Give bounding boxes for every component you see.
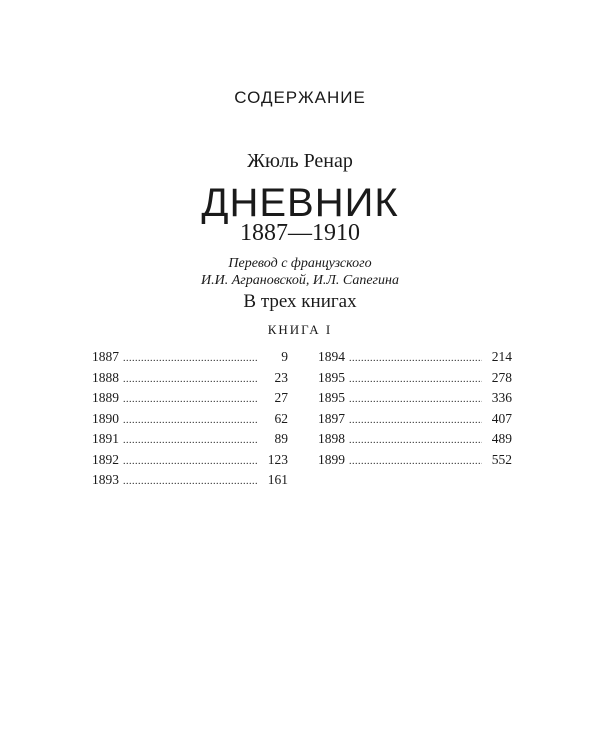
toc-entry xyxy=(318,452,512,473)
toc-leader-dots xyxy=(349,394,482,405)
toc-leader-dots xyxy=(349,456,482,467)
toc-page-number: 27 xyxy=(274,390,288,405)
toc-page-number: 278 xyxy=(491,369,512,385)
toc-page-number: 23 xyxy=(274,369,288,385)
toc-year: 1892 xyxy=(92,451,119,467)
toc-year: 1894 xyxy=(318,349,345,364)
toc-leader-dots xyxy=(123,435,258,446)
translation-line-2: И.И. Аграновской, И.Л. Сапегина xyxy=(201,273,399,288)
toc-page-number: 552 xyxy=(491,451,512,467)
contents-heading: СОДЕРЖАНИЕ xyxy=(234,88,366,107)
toc-entry xyxy=(318,390,512,411)
translation-credit xyxy=(0,255,600,289)
toc-entry xyxy=(92,390,288,411)
toc-leader-dots xyxy=(123,394,258,405)
toc-entry xyxy=(92,411,288,432)
toc-column-right xyxy=(318,349,512,472)
toc-leader-dots xyxy=(349,435,482,446)
toc-page-number: 161 xyxy=(267,472,288,487)
toc-page-number: 336 xyxy=(491,390,512,405)
books-note: В трех книгах xyxy=(243,291,357,312)
toc-entry xyxy=(92,370,288,391)
toc-year: 1895 xyxy=(318,390,345,405)
toc-entry xyxy=(92,472,288,493)
toc-page-number: 489 xyxy=(491,431,512,446)
toc-leader-dots xyxy=(123,415,258,426)
toc-leader-dots xyxy=(123,374,258,385)
toc-entry xyxy=(92,452,288,473)
toc-page-number: 89 xyxy=(274,431,288,446)
toc-page-number: 407 xyxy=(491,410,512,426)
toc-year: 1893 xyxy=(92,472,119,487)
toc-year: 1895 xyxy=(318,369,345,385)
toc-leader-dots xyxy=(349,415,482,426)
author-name: Жюль Ренар xyxy=(247,150,353,172)
toc-year: 1888 xyxy=(92,369,119,385)
toc-leader-dots xyxy=(123,456,258,467)
toc-column-left xyxy=(92,349,288,493)
book-label: КНИГА I xyxy=(267,322,333,337)
toc-year: 1889 xyxy=(92,390,119,405)
book-years: 1887—1910 xyxy=(240,220,360,246)
toc-leader-dots xyxy=(123,476,258,487)
toc-entry xyxy=(92,431,288,452)
toc-entry xyxy=(318,411,512,432)
toc-year: 1891 xyxy=(92,431,119,446)
toc-page-number: 9 xyxy=(281,349,288,364)
toc-year: 1897 xyxy=(318,410,345,426)
toc-page-number: 62 xyxy=(274,410,288,426)
toc-year: 1898 xyxy=(318,431,345,446)
book-title: ДНЕВНИК xyxy=(201,181,399,225)
toc-entry xyxy=(318,370,512,391)
toc-leader-dots xyxy=(349,374,482,385)
toc-year: 1890 xyxy=(92,410,119,426)
toc-entry xyxy=(92,349,288,370)
toc-entry xyxy=(318,431,512,452)
toc-page-number: 123 xyxy=(267,451,288,467)
toc-leader-dots xyxy=(123,353,258,364)
toc-year: 1887 xyxy=(92,349,119,364)
toc-year: 1899 xyxy=(318,451,345,467)
translation-line-1: Перевод с французского xyxy=(228,256,372,271)
toc-entry xyxy=(318,349,512,370)
toc-page-number: 214 xyxy=(491,349,512,364)
toc-leader-dots xyxy=(349,353,482,364)
